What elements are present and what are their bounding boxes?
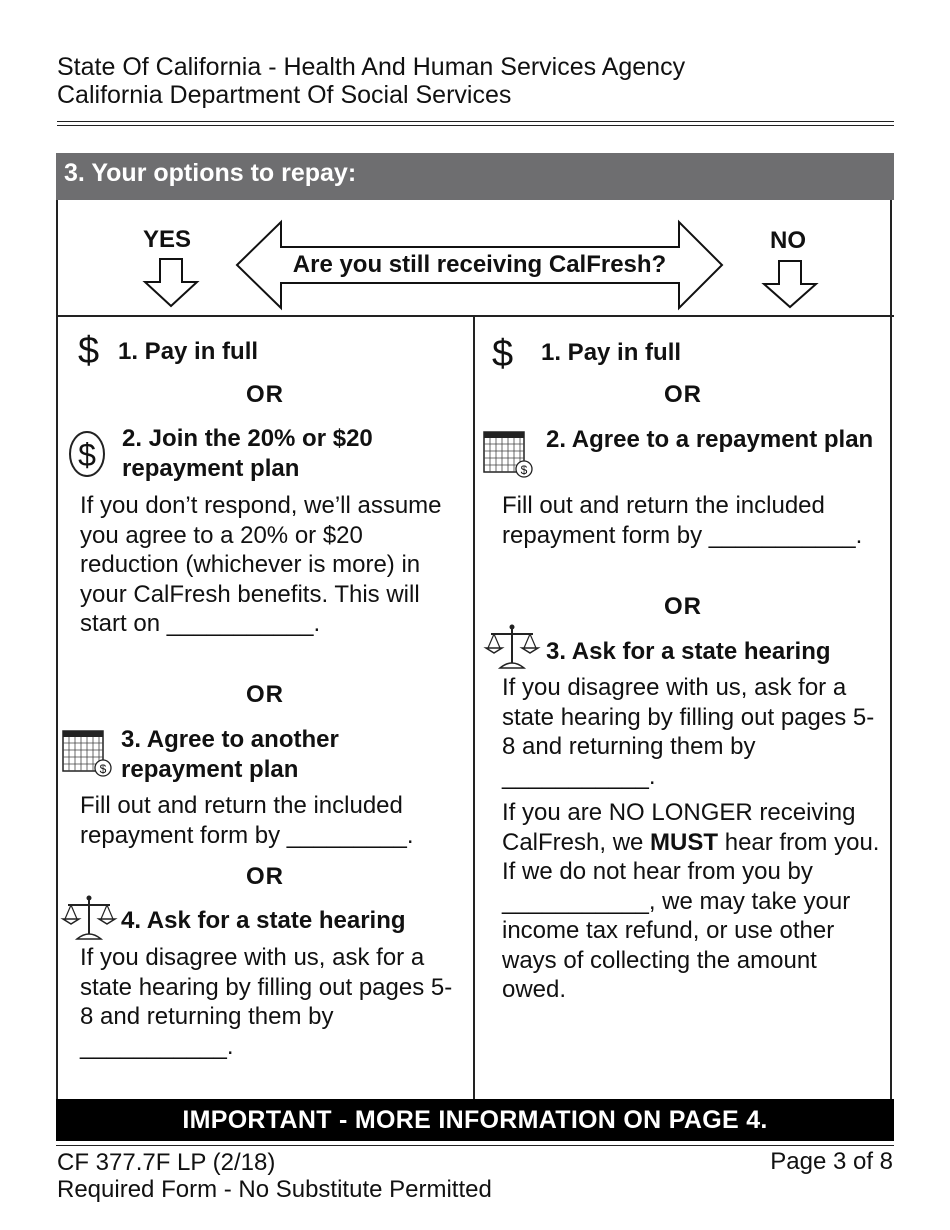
left-option-4: 4. Ask for a state hearing bbox=[121, 907, 406, 934]
important-banner: IMPORTANT - MORE INFORMATION ON PAGE 4. bbox=[56, 1099, 894, 1141]
down-arrow-icon-no bbox=[764, 261, 816, 307]
left-or-2: OR bbox=[246, 681, 284, 708]
question-arrows bbox=[0, 0, 950, 330]
left-option-2-text: If you don’t respond, we’ll assume you agree to a 20% or $20 reduction (whichever is more) in your CalFresh benefits. This will start on ___________. bbox=[80, 492, 442, 637]
form-note: Required Form - No Substitute Permitted bbox=[57, 1176, 492, 1203]
left-option-2: 2. Join the 20% or $20 repayment plan bbox=[122, 425, 373, 482]
calendar-icon bbox=[62, 730, 114, 780]
must-emphasis: MUST bbox=[650, 828, 719, 856]
question-text: Are you still receiving CalFresh? bbox=[292, 251, 667, 278]
right-or-1: OR bbox=[664, 381, 702, 408]
dollar-icon-right: $ bbox=[492, 333, 514, 375]
left-or-3: OR bbox=[246, 863, 284, 890]
department-line: California Department Of Social Services bbox=[57, 81, 512, 109]
left-or-1: OR bbox=[246, 381, 284, 408]
left-option-1: 1. Pay in full bbox=[118, 338, 259, 365]
right-option-3-text: If you disagree with us, ask for a state hearing by filling out pages 5-8 and returning them by ___________. bbox=[502, 674, 875, 790]
section-title: 3. Your options to repay: bbox=[56, 153, 894, 200]
down-arrow-icon-yes bbox=[145, 259, 197, 306]
right-option-1: 1. Pay in full bbox=[541, 339, 682, 366]
no-label: NO bbox=[770, 227, 806, 254]
left-option-3: 3. Agree to another repayment plan bbox=[121, 726, 339, 783]
right-option-3: 3. Ask for a state hearing bbox=[546, 638, 831, 665]
svg-text:$: $ bbox=[78, 437, 96, 473]
no-longer-text-2: hear from you. If we do not hear from you by ___________, we may take your income tax refund, or use other ways of collecting the amount owed. bbox=[502, 828, 880, 1003]
no-longer-notice bbox=[502, 798, 887, 1005]
right-option-2-text: Fill out and return the included repayment form by ___________. bbox=[502, 492, 863, 549]
scale-icon bbox=[62, 893, 118, 943]
dollar-coin-icon bbox=[68, 428, 108, 478]
footer-rule bbox=[56, 1145, 894, 1146]
page-number: Page 3 of 8 bbox=[770, 1148, 893, 1175]
scale-icon-right bbox=[485, 622, 541, 672]
right-or-2: OR bbox=[664, 593, 702, 620]
calendar-icon-right bbox=[483, 431, 535, 481]
left-option-4-text: If you disagree with us, ask for a state hearing by filling out pages 5-8 and returning them by ___________. bbox=[80, 944, 453, 1060]
question-divider bbox=[56, 315, 894, 317]
right-option-2: 2. Agree to a repayment plan bbox=[546, 426, 874, 453]
yes-label: YES bbox=[143, 226, 192, 253]
dollar-icon: $ bbox=[78, 330, 100, 372]
form-id: CF 377.7F LP (2/18) bbox=[57, 1149, 276, 1176]
left-option-3-text: Fill out and return the included repayment form by _________. bbox=[80, 792, 414, 849]
no-longer-text-1: If you are NO LONGER receiving CalFresh, we bbox=[502, 799, 856, 856]
agency-line: State Of California - Health And Human Services Agency bbox=[57, 53, 686, 81]
